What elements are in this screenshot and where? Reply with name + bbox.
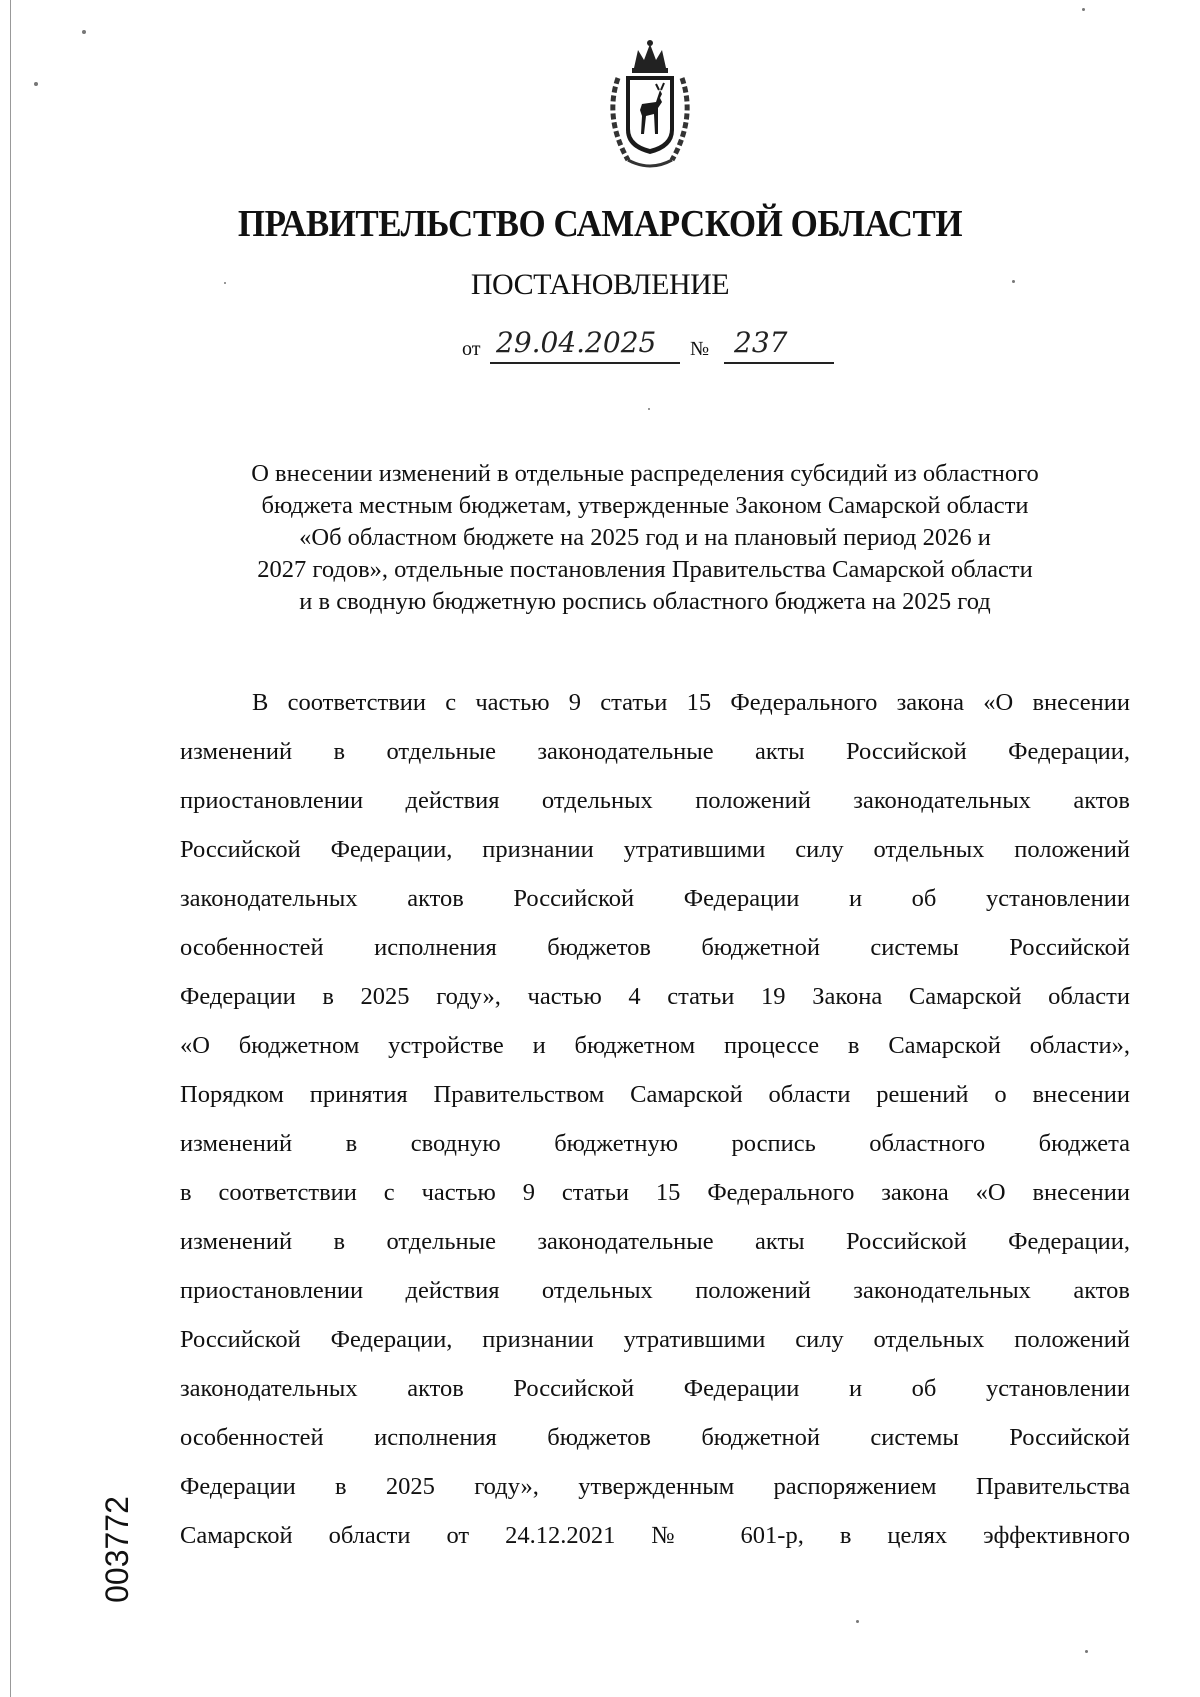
body-line: законодательных актов Российской Федерации и об установлении — [180, 885, 1130, 912]
body-line: «О бюджетном устройстве и бюджетном процессе в Самарской области», — [180, 1032, 1130, 1059]
date-number-line — [462, 326, 862, 366]
body-line: в соответствии с частью 9 статьи 15 Федерального закона «О внесении — [180, 1179, 1130, 1206]
body-line: приостановлении действия отдельных положений законодательных актов — [180, 1277, 1130, 1304]
body-line: Порядком принятия Правительством Самарской области решений о внесении — [180, 1081, 1130, 1108]
scan-speck — [1082, 8, 1085, 11]
body-line: Федерации в 2025 году», утвержденным распоряжением Правительства — [180, 1473, 1130, 1500]
body-paragraph — [180, 688, 1130, 1570]
scan-speck — [224, 282, 226, 284]
body-line: Самарской области от 24.12.2021 № 601-р, в целях эффективного — [180, 1522, 1130, 1549]
scan-edge — [10, 0, 11, 1697]
body-line: законодательных актов Российской Федерации и об установлении — [180, 1375, 1130, 1402]
body-line: Федерации в 2025 году», частью 4 статьи 19 Закона Самарской области — [180, 983, 1130, 1010]
date-prefix: от — [462, 338, 481, 360]
body-line: изменений в отдельные законодательные акты Российской Федерации, — [180, 738, 1130, 765]
number-label: № — [690, 338, 710, 360]
body-line: Российской Федерации, признании утратившими силу отдельных положений — [180, 1326, 1130, 1353]
document-subject — [180, 458, 1110, 618]
handwritten-date: 29.04.2025 — [496, 326, 657, 359]
subject-line: и в сводную бюджетную роспись областного бюджета на 2025 год — [299, 588, 991, 615]
date-field — [490, 326, 680, 364]
body-line: приостановлении действия отдельных положений законодательных актов — [180, 787, 1130, 814]
body-line: В соответствии с частью 9 статьи 15 Федерального закона «О внесении — [252, 689, 1130, 716]
scan-speck — [648, 408, 650, 410]
body-line: Российской Федерации, признании утратившими силу отдельных положений — [180, 836, 1130, 863]
scan-speck — [34, 82, 38, 86]
handwritten-number: 237 — [734, 326, 788, 359]
government-title: ПРАВИТЕЛЬСТВО САМАРСКОЙ ОБЛАСТИ — [237, 203, 963, 245]
body-line: особенностей исполнения бюджетов бюджетной системы Российской — [180, 1424, 1130, 1451]
subject-line: бюджета местным бюджетам, утвержденные Законом Самарской области — [261, 492, 1029, 519]
scan-speck — [1012, 280, 1015, 283]
body-line: изменений в отдельные законодательные акты Российской Федерации, — [180, 1228, 1130, 1255]
coat-of-arms-emblem — [598, 38, 702, 172]
number-field — [724, 326, 834, 364]
document-type: ПОСТАНОВЛЕНИЕ — [470, 268, 730, 301]
side-number-text: 003772 — [98, 1496, 135, 1603]
scan-speck — [1085, 1650, 1088, 1653]
body-line: особенностей исполнения бюджетов бюджетной системы Российской — [180, 934, 1130, 961]
subject-line: «Об областном бюджете на 2025 год и на плановый период 2026 и — [299, 524, 991, 551]
scan-speck — [82, 30, 86, 34]
body-line: изменений в сводную бюджетную роспись областного бюджета — [180, 1130, 1130, 1157]
scan-speck — [856, 1620, 859, 1623]
subject-line: 2027 годов», отдельные постановления Правительства Самарской области — [257, 556, 1033, 583]
side-registration-number — [98, 1485, 152, 1615]
subject-line: О внесении изменений в отдельные распределения субсидий из областного — [251, 460, 1039, 487]
